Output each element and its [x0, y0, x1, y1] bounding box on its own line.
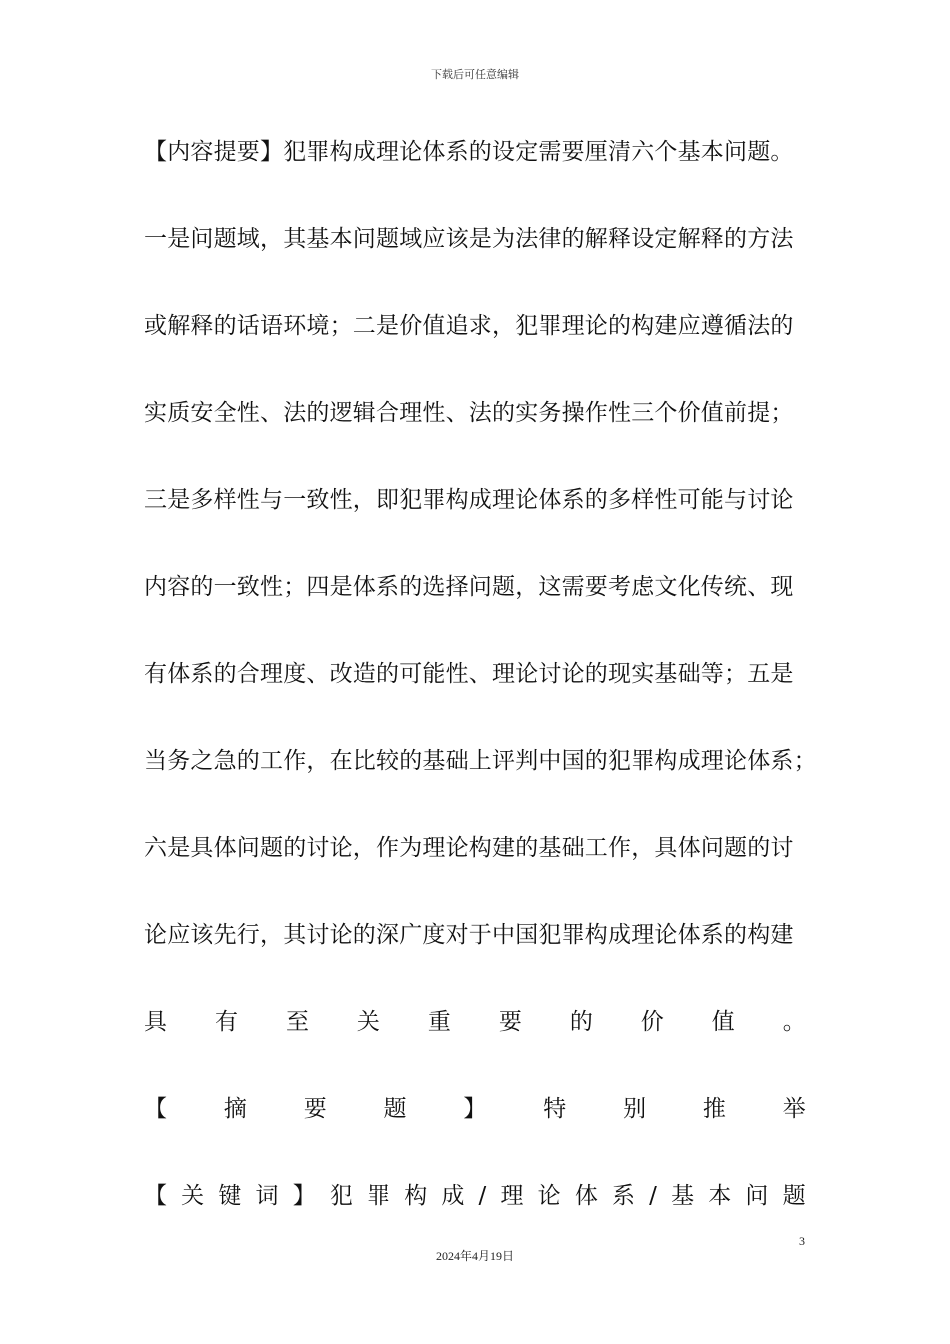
char: 推 [702, 1096, 727, 1122]
text-line: 六是具体问题的讨论，作为理论构建的基础工作，具体问题的讨 [144, 835, 794, 861]
char: 别 [623, 1096, 647, 1122]
char: 题 [383, 1096, 407, 1122]
char: 重 [427, 1009, 452, 1035]
char: 】 [292, 1183, 316, 1209]
page-header: 下载后可任意编辑 [431, 68, 519, 81]
footer-date: 2024年4月19日 [435, 1249, 514, 1263]
char: 本 [708, 1183, 732, 1209]
char: 价 [640, 1009, 664, 1035]
abstract-title-line [144, 1092, 806, 1126]
char: 【 [144, 1183, 168, 1209]
char: 体 [574, 1183, 599, 1209]
char: 。 [782, 1009, 806, 1035]
char: 关 [181, 1183, 205, 1209]
text-line: 【内容提要】犯罪构成理论体系的设定需要厘清六个基本问题。 [144, 139, 794, 165]
text-line: 当务之急的工作，在比较的基础上评判中国的犯罪构成理论体系； [144, 748, 817, 774]
text-line: 内容的一致性；四是体系的选择问题，这需要考虑文化传统、现 [144, 574, 794, 600]
text-line: 三是多样性与一致性，即犯罪构成理论体系的多样性可能与讨论 [144, 487, 794, 513]
text-line: 一是问题域，其基本问题域应该是为法律的解释设定解释的方法 [144, 226, 794, 252]
char: 摘 [223, 1096, 248, 1122]
char: 问 [745, 1183, 769, 1209]
char: 题 [782, 1183, 806, 1209]
char: 特 [543, 1096, 567, 1122]
char: 理 [500, 1183, 524, 1209]
char: 词 [255, 1183, 279, 1209]
char: 【 [144, 1096, 168, 1122]
char: 构 [404, 1183, 428, 1209]
char: 成 [441, 1183, 465, 1209]
keywords-line [144, 1179, 806, 1213]
char: 有 [214, 1009, 239, 1035]
char: 值 [711, 1009, 735, 1035]
text-line: 或解释的话语环境；二是价值追求，犯罪理论的构建应遵循法的 [144, 313, 794, 339]
char: 基 [671, 1183, 695, 1209]
text-line: 有体系的合理度、改造的可能性、理论讨论的现实基础等；五是 [144, 661, 794, 687]
text-line: 实质安全性、法的逻辑合理性、法的实务操作性三个价值前提； [144, 400, 794, 426]
char: 具 [144, 1009, 168, 1035]
char: 要 [303, 1096, 327, 1122]
char: 要 [498, 1009, 523, 1035]
char: 至 [285, 1009, 310, 1035]
char: 举 [782, 1096, 806, 1122]
char: 犯 [329, 1183, 354, 1209]
char: / [478, 1183, 487, 1209]
char: 键 [218, 1183, 242, 1209]
text-line: 论应该先行，其讨论的深广度对于中国犯罪构成理论体系的构建 [144, 922, 794, 948]
char: 论 [537, 1183, 561, 1209]
char: 罪 [367, 1183, 391, 1209]
char: 的 [569, 1009, 594, 1035]
page-number: 3 [799, 1234, 805, 1248]
char: 系 [611, 1183, 636, 1209]
char: 】 [463, 1096, 487, 1122]
char: / [649, 1183, 658, 1209]
text-line-justified [144, 1005, 806, 1039]
char: 关 [356, 1009, 381, 1035]
